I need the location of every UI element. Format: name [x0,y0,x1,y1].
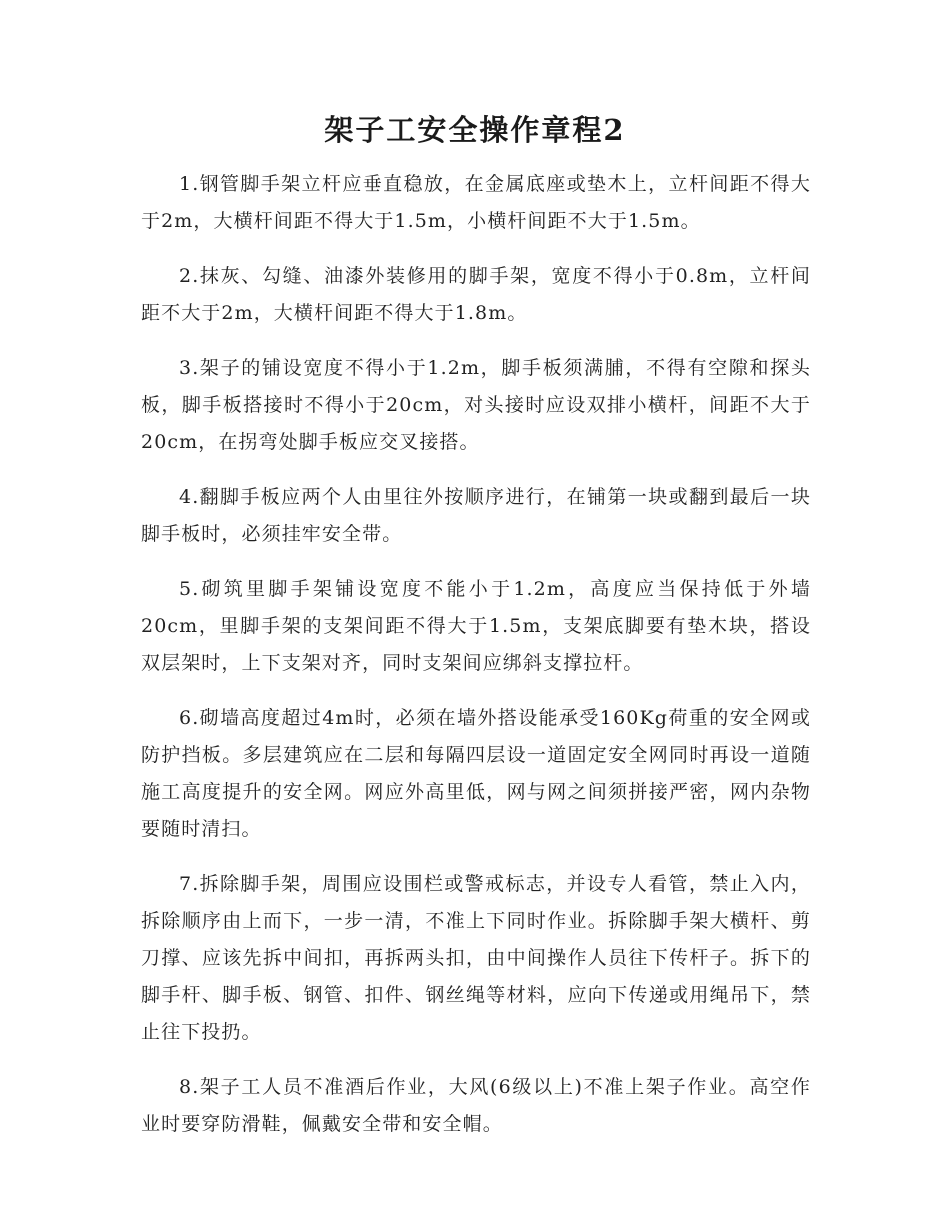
paragraph-6: 6.砌墙高度超过4m时，必须在墙外搭设能承受160Kg荷重的安全网或防护挡板。多层建筑应在二层和每隔四层设一道固定安全网同时再设一道随施工高度提升的安全网。网应外高里低，网与网之间须拼接严密，网内杂物要随时清扫。 [141,707,811,840]
paragraph-8: 8.架子工人员不准酒后作业，大风(6级以上)不准上架子作业。高空作业时要穿防滑鞋，佩戴安全带和安全帽。 [141,1076,811,1135]
paragraph-7: 7.拆除脚手架，周围应设围栏或警戒标志，并设专人看管，禁止入内，拆除顺序由上而下，一步一清，不准上下同时作业。拆除脚手架大横杆、剪刀撑、应该先拆中间扣，再拆两头扣，由中间操作人员往下传杆子。拆下的脚手杆、脚手板、钢管、扣件、钢丝绳等材料，应向下传递或用绳吊下，禁止往下投扔。 [141,873,811,1043]
paragraph-2: 2.抹灰、勾缝、油漆外装修用的脚手架，宽度不得小于0.8m，立杆间距不大于2m，大横杆间距不得大于1.8m。 [141,265,811,324]
paragraph-3: 3.架子的铺设宽度不得小于1.2m，脚手板须满脯，不得有空隙和探头板，脚手板搭接时不得小于20cm，对头接时应设双排小横杆，间距不大于20cm，在拐弯处脚手板应交叉接搭。 [141,357,811,453]
paragraph-4: 4.翻脚手板应两个人由里往外按顺序进行，在铺第一块或翻到最后一块脚手板时，必须挂牢安全带。 [141,486,811,545]
paragraph-5: 5.砌筑里脚手架铺设宽度不能小于1.2m，高度应当保持低于外墙20cm，里脚手架的支架间距不得大于1.5m，支架底脚要有垫木块，搭设双层架时，上下支架对齐，同时支架间应绑斜支撑拉杆。 [141,578,811,674]
document-body [141,166,811,1161]
paragraph-1: 1.钢管脚手架立杆应垂直稳放，在金属底座或垫木上，立杆间距不得大于2m，大横杆间距不得大于1.5m，小横杆间距不大于1.5m。 [141,173,811,232]
page-title: 架子工安全操作章程2 [324,113,626,147]
